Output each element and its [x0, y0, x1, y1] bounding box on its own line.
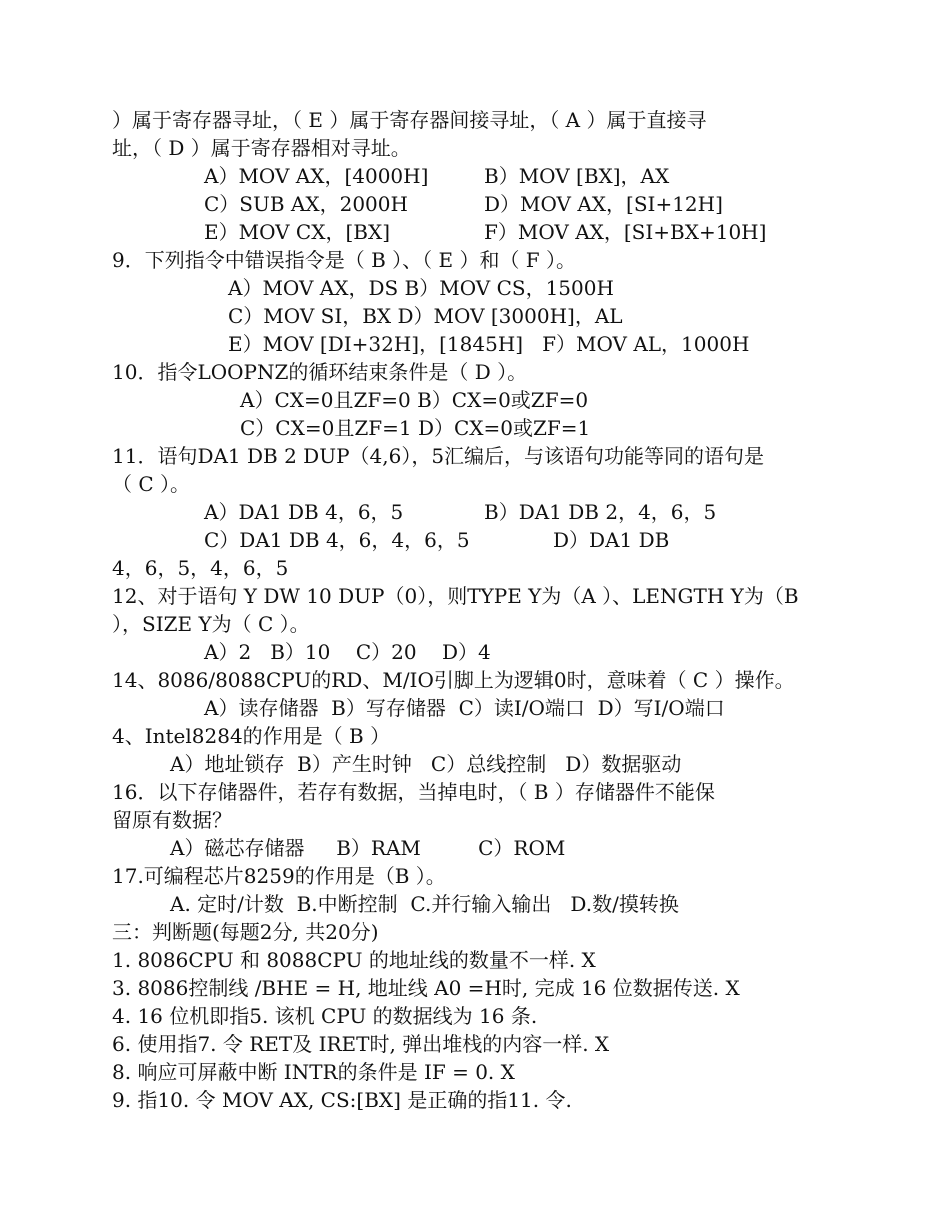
- option-a: A）MOV AX，[4000H]: [204, 164, 429, 188]
- question-9: 9．下列指令中错误指令是（ B ）、（ E ）和（ F ）。: [112, 248, 577, 272]
- question-12-cont: ），SIZE Y为（ C ）。: [112, 612, 310, 636]
- question-10: 10．指令LOOPNZ的循环结束条件是（ D ）。: [112, 360, 528, 384]
- judge-item-6: 6. 使用指7. 令 RET及 IRET时, 弹出堆栈的内容一样. X: [112, 1032, 610, 1056]
- question-12: 12、对于语句 Y DW 10 DUP（0），则TYPE Y为（A ）、LENGTH Y为（B: [112, 584, 799, 608]
- judge-item-8: 8. 响应可屏蔽中断 INTR的条件是 IF = 0. X: [112, 1060, 515, 1084]
- question-16-options: A）磁芯存储器 B）RAM C）ROM: [170, 836, 566, 860]
- option-e: E）MOV CX，[BX]: [204, 220, 391, 244]
- question-9-options-ef: E）MOV [DI+32H]，[1845H] F）MOV AL，1000H: [228, 332, 750, 356]
- judge-item-1: 1. 8086CPU 和 8088CPU 的地址线的数量不一样. X: [112, 948, 596, 972]
- question-10-options-cd: C）CX=0且ZF=1 D）CX=0或ZF=1: [240, 416, 591, 440]
- question-17-options: A. 定时/计数 B.中断控制 C.并行输入输出 D.数/摸转换: [170, 892, 679, 916]
- text-line-2: 址，（ D ）属于寄存器相对寻址。: [112, 136, 411, 160]
- question-11-option-d: D）DA1 DB: [553, 528, 670, 552]
- question-9-options-ab: A）MOV AX，DS B）MOV CS，1500H: [228, 276, 614, 300]
- question-11-option-c: C）DA1 DB 4，6，4，6，5: [204, 528, 470, 552]
- question-14: 14、8086/8088CPU的RD、M/IO引脚上为逻辑0时，意味着（ C ）操作。: [112, 668, 795, 692]
- question-11-answer: （ C ）。: [112, 472, 191, 496]
- question-11-option-b: B）DA1 DB 2，4，6，5: [484, 500, 717, 524]
- option-c: C）SUB AX，2000H: [204, 192, 408, 216]
- question-17: 17.可编程芯片8259的作用是（B ）。: [112, 864, 446, 888]
- question-4: 4、Intel8284的作用是（ B ）: [112, 724, 391, 748]
- section-heading: 三：判断题(每题2分, 共20分): [112, 920, 379, 944]
- question-9-options-cd: C）MOV SI，BX D）MOV [3000H]，AL: [228, 304, 623, 328]
- question-4-options: A）地址锁存 B）产生时钟 C）总线控制 D）数据驱动: [170, 752, 682, 776]
- question-16: 16．以下存储器件，若存有数据，当掉电时，（ B ）存储器件不能保: [112, 780, 715, 804]
- judge-item-9: 9. 指10. 令 MOV AX, CS:[BX] 是正确的指11. 令.: [112, 1088, 572, 1112]
- question-11: 11．语句DA1 DB 2 DUP（4,6），5汇编后，与该语句功能等同的语句是: [112, 444, 765, 468]
- question-11-option-d-cont: 4，6，5，4，6，5: [112, 556, 289, 580]
- option-f: F）MOV AX，[SI+BX+10H]: [484, 220, 767, 244]
- judge-item-4: 4. 16 位机即指5. 该机 CPU 的数据线为 16 条.: [112, 1004, 538, 1028]
- question-11-option-a: A）DA1 DB 4，6，5: [204, 500, 404, 524]
- judge-item-3: 3. 8086控制线 /BHE = H, 地址线 A0 =H时, 完成 16 位数据传送. X: [112, 976, 740, 1000]
- option-d: D）MOV AX，[SI+12H]: [484, 192, 723, 216]
- question-12-options: A）2 B）10 C）20 D）4: [204, 640, 491, 664]
- option-b: B）MOV [BX]，AX: [484, 164, 670, 188]
- question-14-options: A）读存储器 B）写存储器 C）读I/O端口 D）写I/O端口: [204, 696, 725, 720]
- text-line-1: ）属于寄存器寻址，（ E ）属于寄存器间接寻址，（ A ）属于直接寻: [112, 108, 707, 132]
- question-10-options-ab: A）CX=0且ZF=0 B）CX=0或ZF=0: [240, 388, 589, 412]
- question-16-cont: 留原有数据？: [112, 808, 232, 832]
